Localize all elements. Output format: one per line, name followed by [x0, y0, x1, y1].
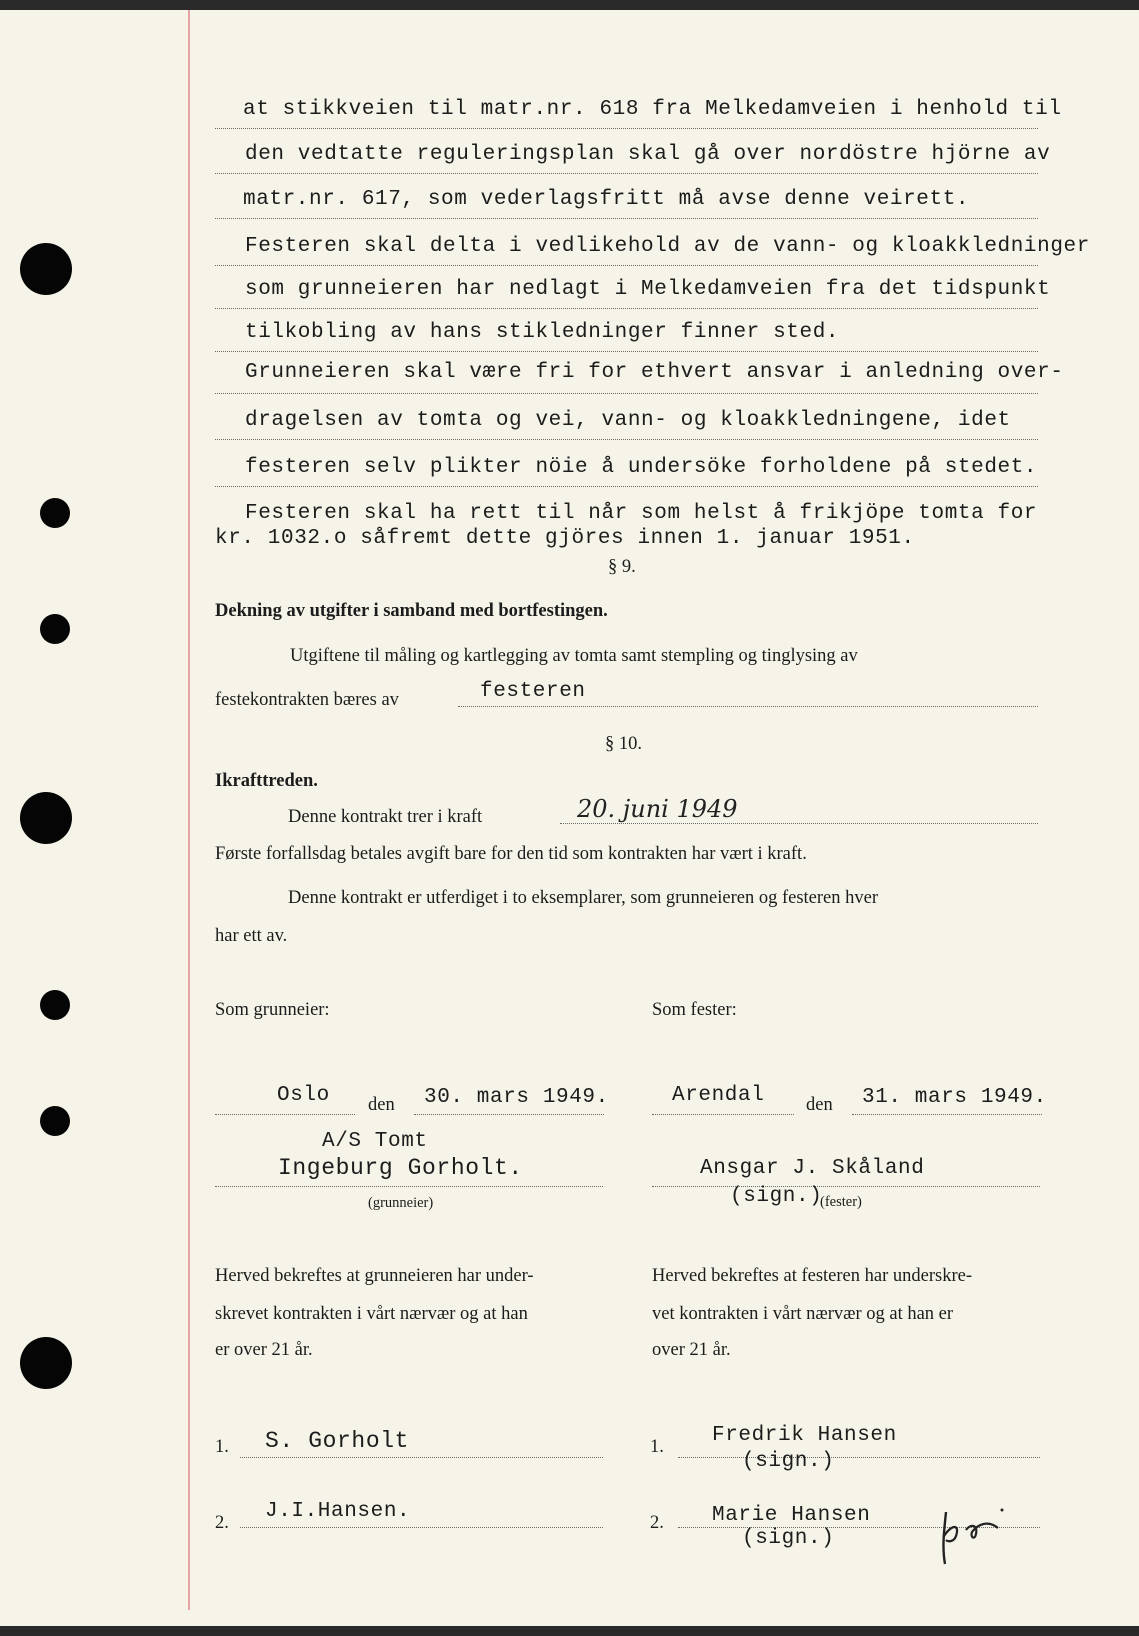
tenant-role: (fester) — [820, 1194, 862, 1210]
dotted-rule — [215, 173, 1038, 174]
section-heading: Ikrafttreden. — [215, 771, 318, 791]
dotted-rule — [852, 1114, 1042, 1115]
punch-hole — [20, 792, 72, 844]
witness-number: 2. — [215, 1513, 229, 1533]
tenant-name: Ansgar J. Skåland — [700, 1157, 925, 1180]
witness-number: 2. — [650, 1513, 664, 1533]
dotted-rule — [215, 128, 1038, 129]
tenant-witness-1-sign: (sign.) — [742, 1450, 835, 1473]
dotted-rule — [652, 1114, 794, 1115]
dotted-rule — [240, 1457, 603, 1458]
typed-line: at stikkveien til matr.nr. 618 fra Melkedamveien i henhold til — [243, 98, 1062, 121]
dotted-rule — [215, 393, 1038, 394]
owner-label: Som grunneier: — [215, 1000, 330, 1020]
body-text: Denne kontrakt er utferdiget i to eksemplarer, som grunneieren og festeren hver — [288, 888, 879, 908]
dotted-rule — [215, 486, 1038, 487]
section-number: § 10. — [605, 734, 642, 754]
section-number: § 9. — [608, 557, 636, 577]
handwritten-initials — [930, 1502, 1010, 1572]
tenant-confirm: vet kontrakten i vårt nærvær og at han er — [652, 1304, 954, 1324]
handwritten-date: 20. juni 1949 — [577, 795, 738, 823]
tenant-witness-1: Fredrik Hansen — [712, 1424, 897, 1447]
tenant-sign-note: (sign.) — [730, 1185, 823, 1208]
dotted-rule — [215, 1186, 603, 1187]
punch-hole — [20, 1337, 72, 1389]
owner-confirm: Herved bekreftes at grunneieren har under- — [215, 1266, 534, 1286]
dotted-rule — [215, 308, 1038, 309]
dotted-rule — [215, 1114, 355, 1115]
tenant-place: Arendal — [672, 1084, 765, 1107]
dotted-rule — [560, 823, 1038, 824]
typed-line: kr. 1032.o såfremt dette gjöres innen 1. januar 1951. — [215, 527, 915, 550]
dotted-rule — [414, 1114, 604, 1115]
punch-hole — [40, 614, 70, 644]
typed-line: den vedtatte reguleringsplan skal gå over nordöstre hjörne av — [245, 143, 1051, 166]
dotted-rule — [215, 439, 1038, 440]
dotted-rule — [215, 351, 1038, 352]
owner-confirm: er over 21 år. — [215, 1340, 313, 1360]
tenant-witness-2-sign: (sign.) — [742, 1527, 835, 1550]
body-text: Denne kontrakt trer i kraft — [288, 807, 483, 827]
tenant-date: 31. mars 1949. — [862, 1086, 1047, 1109]
typed-line: festeren selv plikter nöie å undersöke forholdene på stedet. — [245, 456, 1038, 479]
den-label: den — [368, 1095, 395, 1115]
punch-hole — [40, 1106, 70, 1136]
tenant-confirm: over 21 år. — [652, 1340, 731, 1360]
tenant-label: Som fester: — [652, 1000, 737, 1020]
owner-witness-2: J.I.Hansen. — [265, 1500, 411, 1523]
dotted-rule — [215, 218, 1038, 219]
punch-hole — [40, 990, 70, 1020]
witness-number: 1. — [650, 1437, 664, 1457]
typed-line: som grunneieren har nedlagt i Melkedamveien fra det tidspunkt — [245, 278, 1051, 301]
owner-date: 30. mars 1949. — [424, 1086, 609, 1109]
body-text: har ett av. — [215, 926, 288, 946]
typed-line: Festeren skal delta i vedlikehold av de vann- og kloakkledninger — [245, 235, 1090, 258]
dotted-rule — [215, 265, 1038, 266]
typed-line: tilkobling av hans stikledninger finner sted. — [245, 321, 840, 344]
body-text: festekontrakten bæres av — [215, 690, 399, 710]
owner-name: Ingeburg Gorholt. — [278, 1155, 523, 1181]
dotted-rule — [458, 706, 1038, 707]
typed-fill: festeren — [480, 680, 586, 703]
section-heading: Dekning av utgifter i samband med bortfestingen. — [215, 601, 608, 621]
owner-company: A/S Tomt — [322, 1130, 428, 1153]
body-text: Utgiftene til måling og kartlegging av tomta samt stempling og tinglysing av — [290, 646, 858, 666]
margin-rule — [188, 10, 190, 1610]
dotted-rule — [678, 1457, 1040, 1458]
owner-witness-1: S. Gorholt — [265, 1428, 410, 1454]
typed-line: Grunneieren skal være fri for ethvert ansvar i anledning over- — [245, 361, 1064, 384]
den-label: den — [806, 1095, 833, 1115]
dotted-rule — [240, 1527, 603, 1528]
typed-line: Festeren skal ha rett til når som helst å frikjöpe tomta for — [245, 502, 1038, 525]
punch-hole — [20, 243, 72, 295]
body-text: Første forfallsdag betales avgift bare for den tid som kontrakten har vært i kraft. — [215, 844, 807, 864]
tenant-confirm: Herved bekreftes at festeren har underskre- — [652, 1266, 972, 1286]
tenant-witness-2: Marie Hansen — [712, 1504, 871, 1527]
witness-number: 1. — [215, 1437, 229, 1457]
dotted-rule — [652, 1186, 1040, 1187]
owner-role: (grunneier) — [368, 1195, 434, 1211]
punch-hole — [40, 498, 70, 528]
typed-line: matr.nr. 617, som vederlagsfritt må avse denne veirett. — [243, 188, 970, 211]
owner-place: Oslo — [277, 1084, 330, 1107]
owner-confirm: skrevet kontrakten i vårt nærvær og at han — [215, 1304, 528, 1324]
typed-line: dragelsen av tomta og vei, vann- og kloakkledningene, idet — [245, 409, 1011, 432]
